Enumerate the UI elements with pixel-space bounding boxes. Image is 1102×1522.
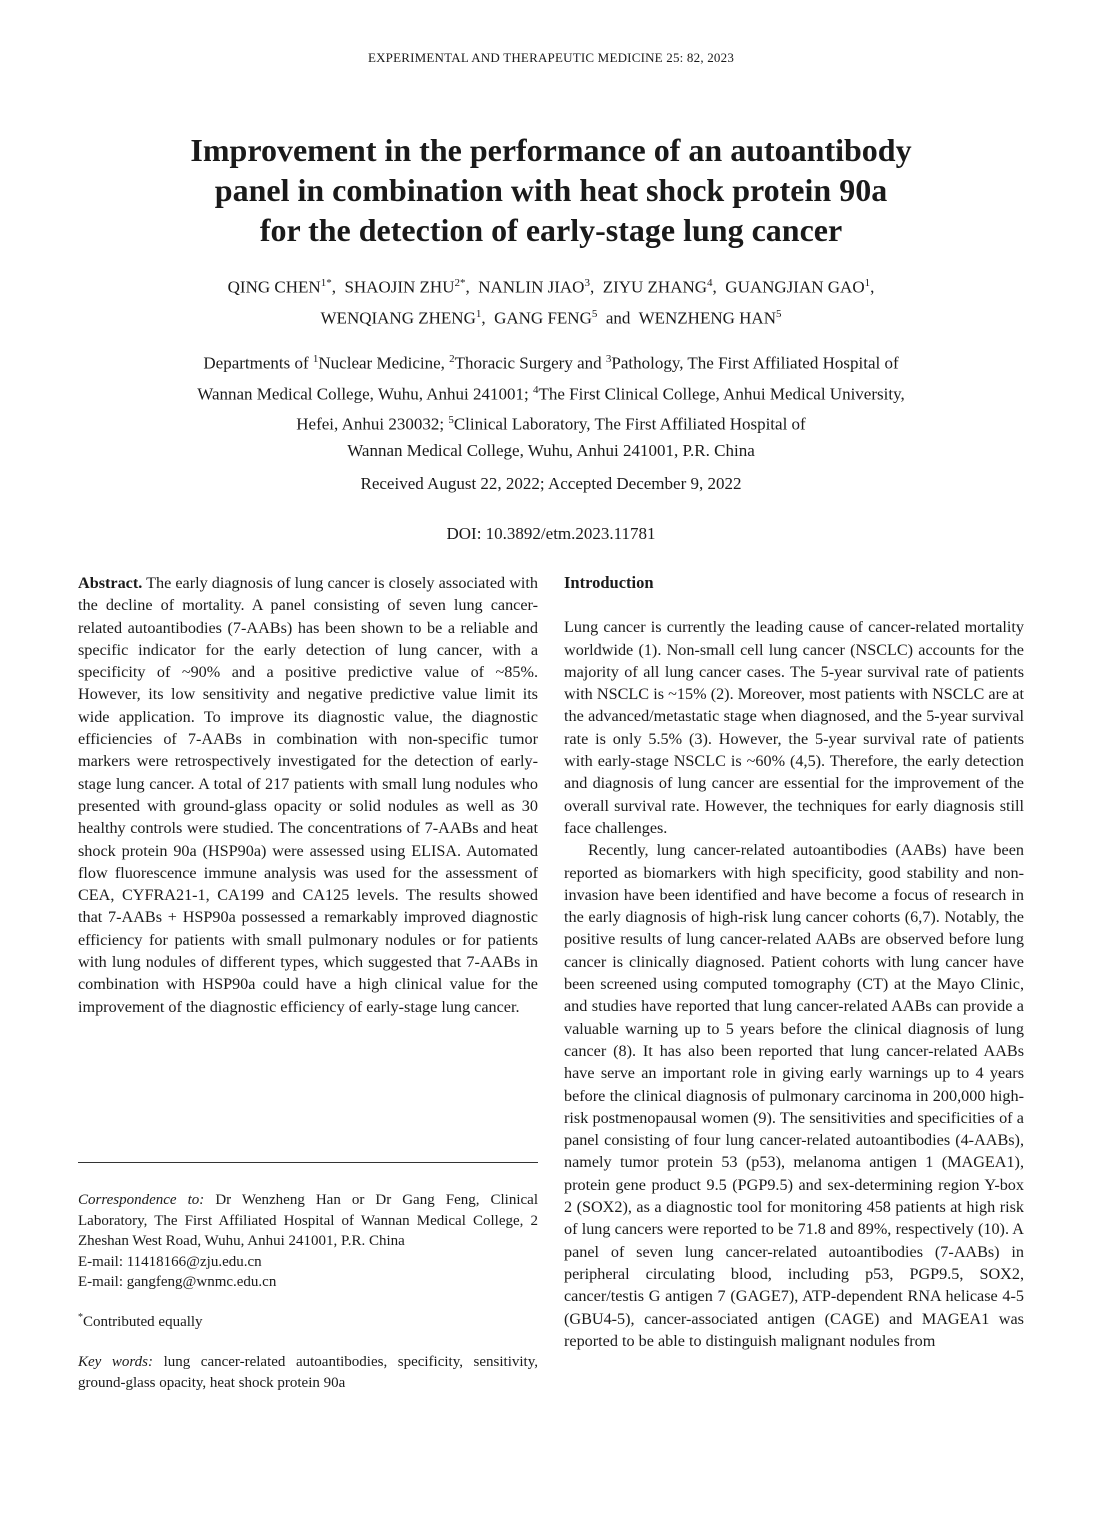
author-name: SHAOJIN ZHU (344, 277, 455, 297)
affiliation-text: Hefei, Anhui 230032; (296, 414, 449, 434)
author-affiliation-mark: 1 (475, 307, 482, 320)
footnote-mark: * (78, 1312, 83, 1323)
author-name: NANLIN JIAO (478, 277, 585, 297)
author-list (100, 270, 1002, 331)
title-line-2: panel in combination with heat shock protein 90a (214, 172, 888, 208)
author-affiliation-mark: 1* (320, 277, 332, 289)
contributed-equally-note (78, 1312, 538, 1331)
affiliation-mark: 4 (532, 383, 539, 396)
correspondence (78, 1190, 538, 1293)
affiliation-text: Nuclear Medicine, (318, 353, 450, 373)
affiliation-text: Wannan Medical College, Wuhu, Anhui 241001; (197, 384, 533, 404)
author-name: WENZHENG HAN (638, 308, 776, 328)
contributed-text: Contributed equally (83, 1314, 203, 1330)
affiliation-mark: 1 (312, 353, 319, 365)
article-title (100, 130, 1002, 250)
author-name: WENQIANG ZHENG (320, 308, 476, 328)
email-1: E-mail: 11418166@zju.edu.cn (78, 1253, 262, 1270)
left-column (78, 572, 538, 1018)
author-affiliation-mark: 5 (591, 307, 598, 320)
affiliation-line-1 (100, 346, 1002, 377)
author-name: ZIYU ZHANG (602, 277, 708, 297)
author-line-2: WENQIANG ZHENG$^1$, GANG FENG$^5$ and WENZHENG HAN$^5$ (320, 307, 782, 328)
footnote-divider (78, 1162, 538, 1163)
affiliation-text: Departments of (203, 353, 313, 373)
author-affiliation-mark: 5 (775, 307, 782, 320)
received-accepted-dates: Received August 22, 2022; Accepted December 9, 2022 (360, 474, 742, 493)
journal-header: EXPERIMENTAL AND THERAPEUTIC MEDICINE 25: 82, 2023 (367, 50, 735, 65)
abstract-label: Abstract. (78, 574, 143, 592)
affiliation-text: The First Clinical College, Anhui Medical University, (538, 384, 905, 404)
affiliation-line-2 (100, 377, 1002, 408)
affiliation-text: Clinical Laboratory, The First Affiliated Hospital of (453, 414, 806, 434)
author-name: GANG FENG (494, 308, 592, 328)
right-column (564, 572, 1024, 1352)
title-line-1: Improvement in the performance of an autoantibody (190, 132, 912, 168)
affiliation-mark: 3 (605, 353, 612, 365)
intro-paragraph-2: Recently, lung cancer-related autoantibodies (AABs) have been reported as biomarkers with high specificity, good stability and non-invasion have been identified and have become a focus of research in the early diagnosis of high-risk lung cancer cohorts (6,7). Notably, the positive results of lung cancer-related AABs are observed before lung cancer is clinically diagnosed. Patient cohorts with lung cancer have been screened using computed tomography (CT) at the Mayo Clinic, and studies have reported that lung cancer-related AABs can provide a valuable warning up to 5 years before the clinical diagnosis of lung cancer (8). It has also been reported that lung cancer-related AABs have serve an important role in giving early warnings up to 4 years before the clinical diagnosis of pulmonary carcinoma in 200,000 high-risk postmenopausal women (9). The sensitivities and specificities of a panel consisting of four lung cancer-related autoantibodies (4-AABs), namely tumor protein 53 (p53), melanoma antigen 1 (MAGEA1), protein gene product 9.5 (PGP9.5) and sex-determining region Y-box 2 (SOX2), as a diagnostic tool for monitoring 458 patients at high risk of lung cancers were reported to be 71.8 and 89%, respectively (10). A panel of seven lung cancer-related autoantibodies (7-AABs) in peripheral circulating blood, including p53, PGP9.5, SOX2, cancer/testis G antigen 7 (GAGE7), ATP-dependent RNA helicase 4-5 (GBU4-5), cancer-associated antigen (CAGE) and MAGEA1 was reported to be able to distinguish malignant nodules from (564, 841, 1024, 1350)
affiliation-mark: 5 (448, 414, 454, 427)
keywords (78, 1352, 538, 1393)
author-affiliation-mark: 2* (454, 277, 466, 289)
author-name: GUANGJIAN GAO (725, 277, 865, 297)
author-affiliation-mark: 3 (584, 277, 590, 289)
correspondence-label: Correspondence to: (78, 1192, 205, 1208)
author-affiliation-mark: 1 (864, 277, 871, 289)
affiliation-line-3 (100, 407, 1002, 438)
keywords-text: lung cancer-related autoantibodies, specificity, sensitivity, ground-glass opacity, heat shock protein 90a (78, 1354, 538, 1391)
doi: DOI: 10.3892/etm.2023.11781 (446, 524, 656, 543)
affiliation-text: Pathology, The First Affiliated Hospital of (611, 353, 899, 373)
email-2: E-mail: gangfeng@wnmc.edu.cn (78, 1274, 277, 1290)
affiliation-line-4: Wannan Medical College, Wuhu, Anhui 241001, P.R. China (347, 440, 755, 460)
keywords-label: Key words: (78, 1354, 153, 1370)
affiliations (100, 346, 1002, 464)
author-name: QING CHEN (227, 277, 321, 297)
author-affiliation-mark: 4 (707, 277, 713, 289)
affiliation-text: Thoracic Surgery and (454, 353, 606, 373)
author-line-1: QING $CHEN^{1*}$, SHAOJIN $ZHU^{2*}$, NANLIN JIAO$^3$, ZIYU ZHANG$^4$, GUANGJIAN GAO$^1$, (227, 277, 875, 297)
intro-paragraph-1: Lung cancer is currently the leading cause of cancer-related mortality worldwide (1). Non-small cell lung cancer (NSCLC) accounts for the majority of all lung cancer cases. The 5-year survival rate of patients with NSCLC is ~15% (2). Moreover, most patients with NSCLC are at the advanced/metastatic stage when diagnosed, and the 5-year survival rate is only 5.5% (3). However, the 5-year survival rate of patients with early-stage NSCLC is ~60% (4,5). Therefore, the early detection and diagnosis of lung cancer are essential for the improvement of the overall survival rate. However, the techniques for early diagnosis still face challenges. (564, 618, 1024, 837)
affiliation-mark: 2 (449, 353, 455, 365)
abstract (78, 572, 538, 1018)
correspondence-text: Dr Wenzheng Han or Dr Gang Feng, Clinical Laboratory, The First Affiliated Hospital of Wannan Medical College, 2 Zheshan West Road, Wuhu, Anhui 241001, P.R. China (78, 1192, 539, 1249)
title-line-3: for the detection of early-stage lung cancer (259, 212, 843, 248)
section-heading-introduction: Introduction (564, 573, 654, 592)
author-conjunction: and (605, 308, 631, 328)
abstract-text: The early diagnosis of lung cancer is closely associated with the decline of mortality. A panel consisting of seven lung cancer-related autoantibodies (7-AABs) has been shown to be a reliable and specific indicator for the early detection of lung cancer, with a specificity of ~90% and a positive predictive value of ~85%. However, its low sensitivity and negative predictive value limit its wide application. To improve its diagnostic value, the diagnostic efficiencies of 7-AABs in combination with non-specific tumor markers were retrospectively investigated for the detection of early-stage lung cancer. A total of 217 patients with small lung nodules who presented with ground-glass opacity or solid nodules as well as 30 healthy controls were studied. The concentrations of 7-AABs and heat shock protein 90a (HSP90a) were assessed using ELISA. Automated flow fluorescence immune analysis was used for the assessment of CEA, CYFRA21-1, CA199 and CA125 levels. The results showed that 7-AABs + HSP90a possessed a remarkably improved diagnostic efficiency for patients with small pulmonary nodules or for patients with lung nodules of different types, which suggested that 7-AABs in combination with HSP90a could have a high clinical value for the improvement of the diagnostic efficiency of early-stage lung cancer. (78, 574, 538, 1016)
